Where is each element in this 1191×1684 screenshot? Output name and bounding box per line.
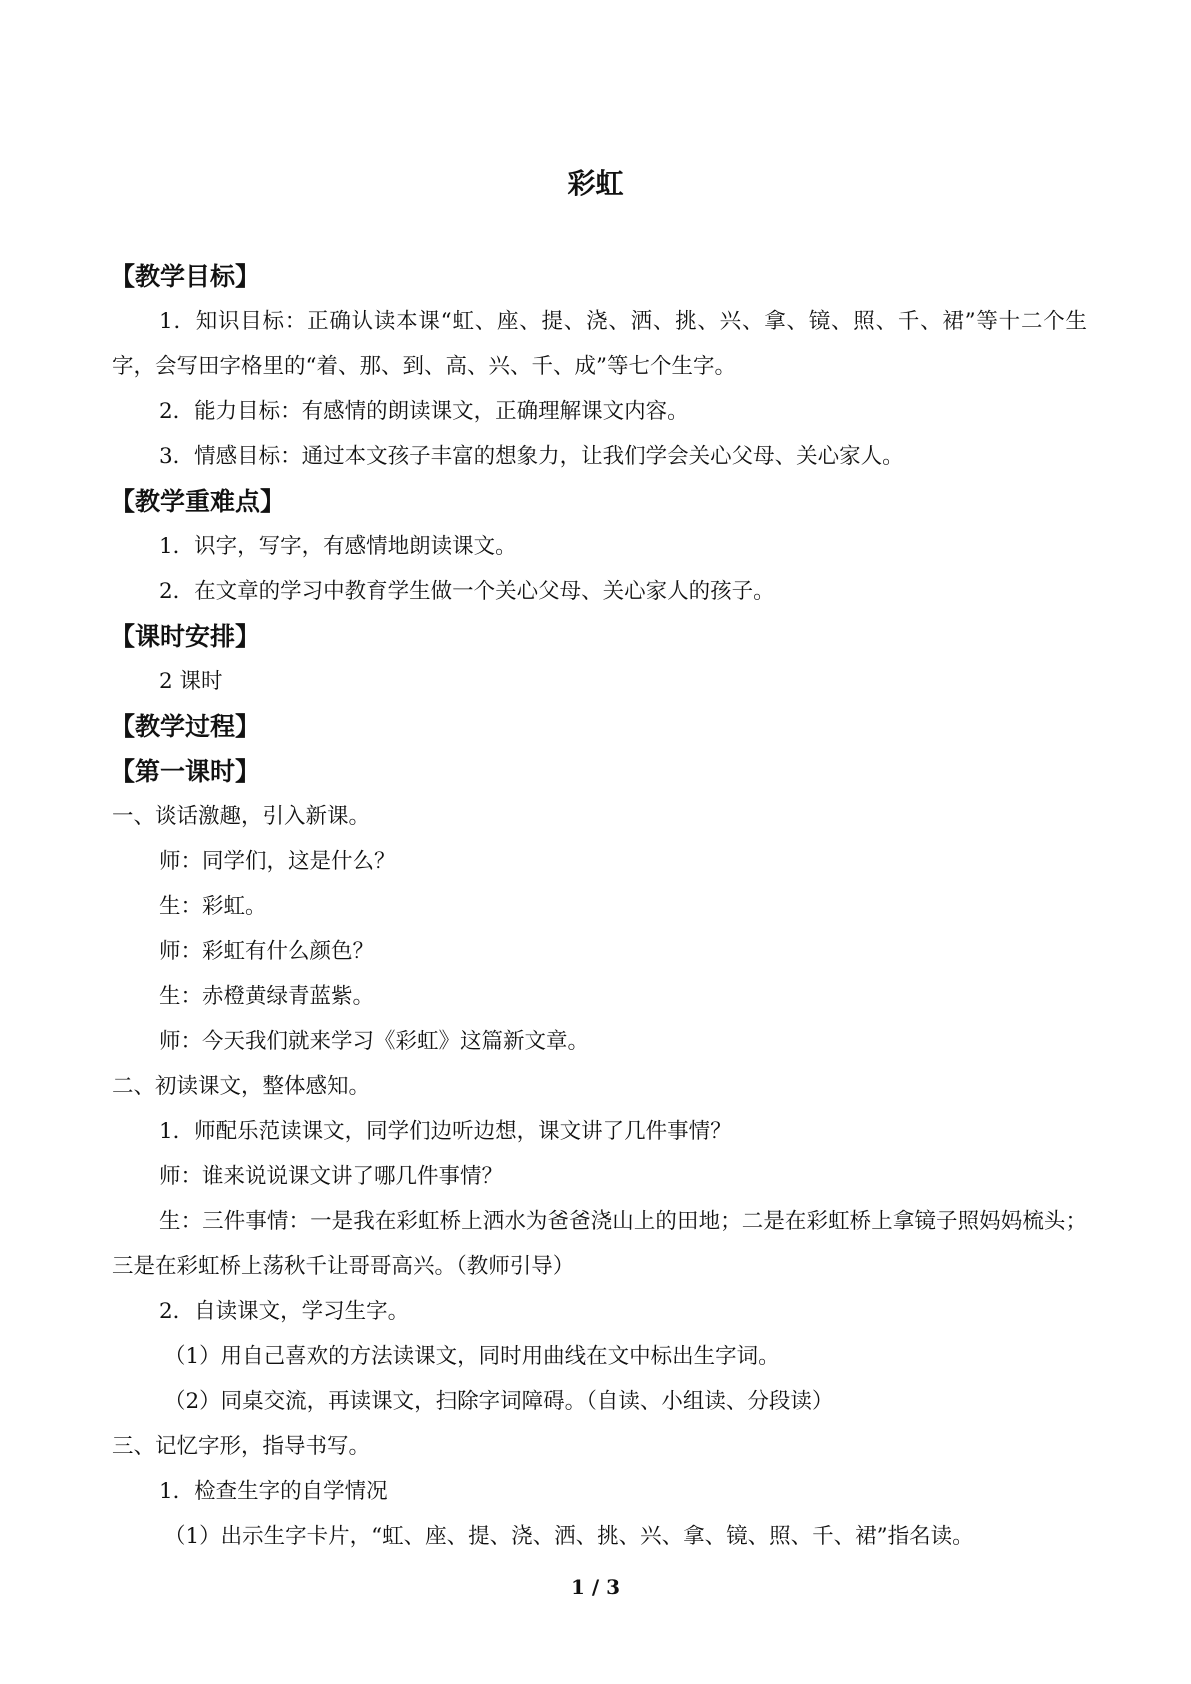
dialog-line: 师：谁来说说课文讲了哪几件事情？	[159, 1164, 504, 1189]
dialog-line: 生：三件事情：一是我在彩虹桥上洒水为爸爸浇山上的田地；二是在彩虹桥上拿镜子照妈妈梳头；三是在彩虹桥上荡秋千让哥哥高兴。（教师引导）	[112, 1209, 1087, 1279]
key-point-2: 2．在文章的学习中教育学生做一个关心父母、关心家人的孩子。	[159, 579, 775, 604]
step-2-item-2: 2．自读课文，学习生字。	[159, 1299, 410, 1324]
document-body	[112, 254, 1087, 1559]
step-3-sub-1: （1）出示生字卡片，“虹、座、提、浇、洒、挑、兴、拿、镜、照、千、裙”指名读。	[164, 1524, 974, 1549]
dialog-line: 生：彩虹。	[159, 894, 267, 919]
section-heading-process: 【教学过程】	[110, 712, 261, 741]
goal-knowledge: 1．知识目标：正确认读本课“虹、座、提、浇、洒、挑、兴、拿、镜、照、千、裙”等十二个生字，会写田字格里的“着、那、到、高、兴、千、成”等七个生字。	[112, 309, 1087, 379]
section-heading-schedule: 【课时安排】	[110, 622, 261, 651]
dialog-line: 师：今天我们就来学习《彩虹》这篇新文章。	[159, 1029, 590, 1054]
dialog-line: 师：彩虹有什么颜色？	[159, 939, 375, 964]
step-1-title: 一、谈话激趣，引入新课。	[112, 804, 371, 829]
key-point-1: 1．识字，写字，有感情地朗读课文。	[159, 534, 517, 559]
dialog-line: 师：同学们，这是什么？	[159, 849, 396, 874]
section-heading-teaching-goals: 【教学目标】	[110, 262, 261, 291]
step-2-sub-2: （2）同桌交流，再读课文，扫除字词障碍。（自读、小组读、分段读）	[164, 1389, 834, 1414]
dialog-line: 生：赤橙黄绿青蓝紫。	[159, 984, 375, 1009]
step-2-sub-1: （1）用自己喜欢的方法读课文，同时用曲线在文中标出生字词。	[164, 1344, 780, 1369]
page-number: 1 / 3	[570, 1575, 621, 1599]
section-heading-lesson-one: 【第一课时】	[110, 757, 261, 786]
goal-emotion: 3．情感目标：通过本文孩子丰富的想象力，让我们学会关心父母、关心家人。	[159, 444, 904, 469]
step-2-title: 二、初读课文，整体感知。	[112, 1074, 371, 1099]
document-title: 彩虹	[567, 167, 624, 200]
section-heading-key-points: 【教学重难点】	[110, 487, 286, 516]
step-3-item-1: 1．检查生字的自学情况	[159, 1479, 388, 1504]
step-2-item-1: 1．师配乐范读课文，同学们边听边想，课文讲了几件事情？	[159, 1119, 732, 1144]
goal-ability: 2．能力目标：有感情的朗读课文，正确理解课文内容。	[159, 399, 689, 424]
schedule-text: 2 课时	[159, 669, 223, 694]
step-3-title: 三、记忆字形，指导书写。	[112, 1434, 371, 1459]
